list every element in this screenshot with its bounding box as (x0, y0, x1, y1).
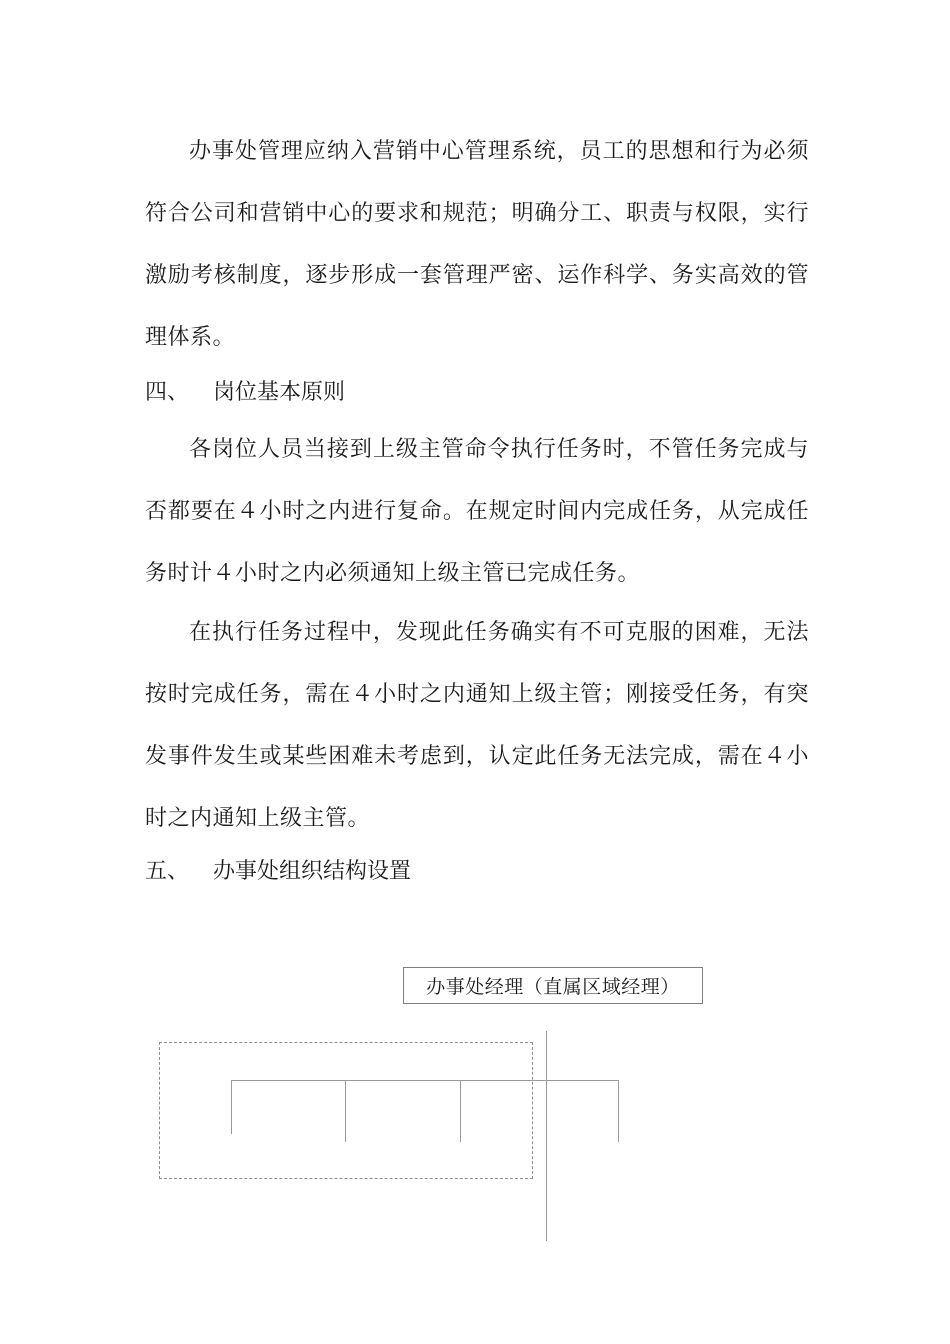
org-chart-top-box (403, 967, 703, 1004)
org-chart-top-label: 办事处经理（直属区域经理） (426, 976, 680, 998)
intro-paragraph: 办事处管理应纳入营销中心管理系统，员工的思想和行为必须符合公司和营销中心的要求和规范；明确分工、职责与权限，实行激励考核制度，逐步形成一套管理严密、运作科学、务实高效的管理体系。 (145, 139, 809, 350)
section-heading-4 (145, 378, 345, 408)
org-chart-branch-line (231, 1080, 619, 1081)
org-chart-drop-line (618, 1080, 619, 1142)
section4-paragraph-2: 在执行任务过程中，发现此任务确实有不可克服的困难，无法按时完成任务，需在４小时之内通知上级主管；刚接受任务，有突发事件发生或某些困难未考虑到，认定此任务无法完成，需在４小时之内通知上级主管。 (145, 620, 809, 831)
org-chart-drop-line (231, 1080, 232, 1134)
org-chart-dashed-group (159, 1042, 533, 1179)
section-number: 四、 (145, 380, 190, 405)
org-chart-trunk-line (546, 1031, 547, 1241)
org-chart-drop-line (460, 1080, 461, 1142)
section-title: 岗位基本原则 (213, 380, 346, 405)
section-number: 五、 (145, 859, 190, 884)
section4-paragraph-1: 各岗位人员当接到上级主管命令执行任务时，不管任务完成与否都要在４小时之内进行复命。在规定时间内完成任务，从完成任务时计４小时之内必须通知上级主管已完成任务。 (145, 437, 809, 586)
section-heading-5 (145, 857, 411, 887)
section-title: 办事处组织结构设置 (213, 859, 412, 884)
org-chart-drop-line (345, 1080, 346, 1142)
